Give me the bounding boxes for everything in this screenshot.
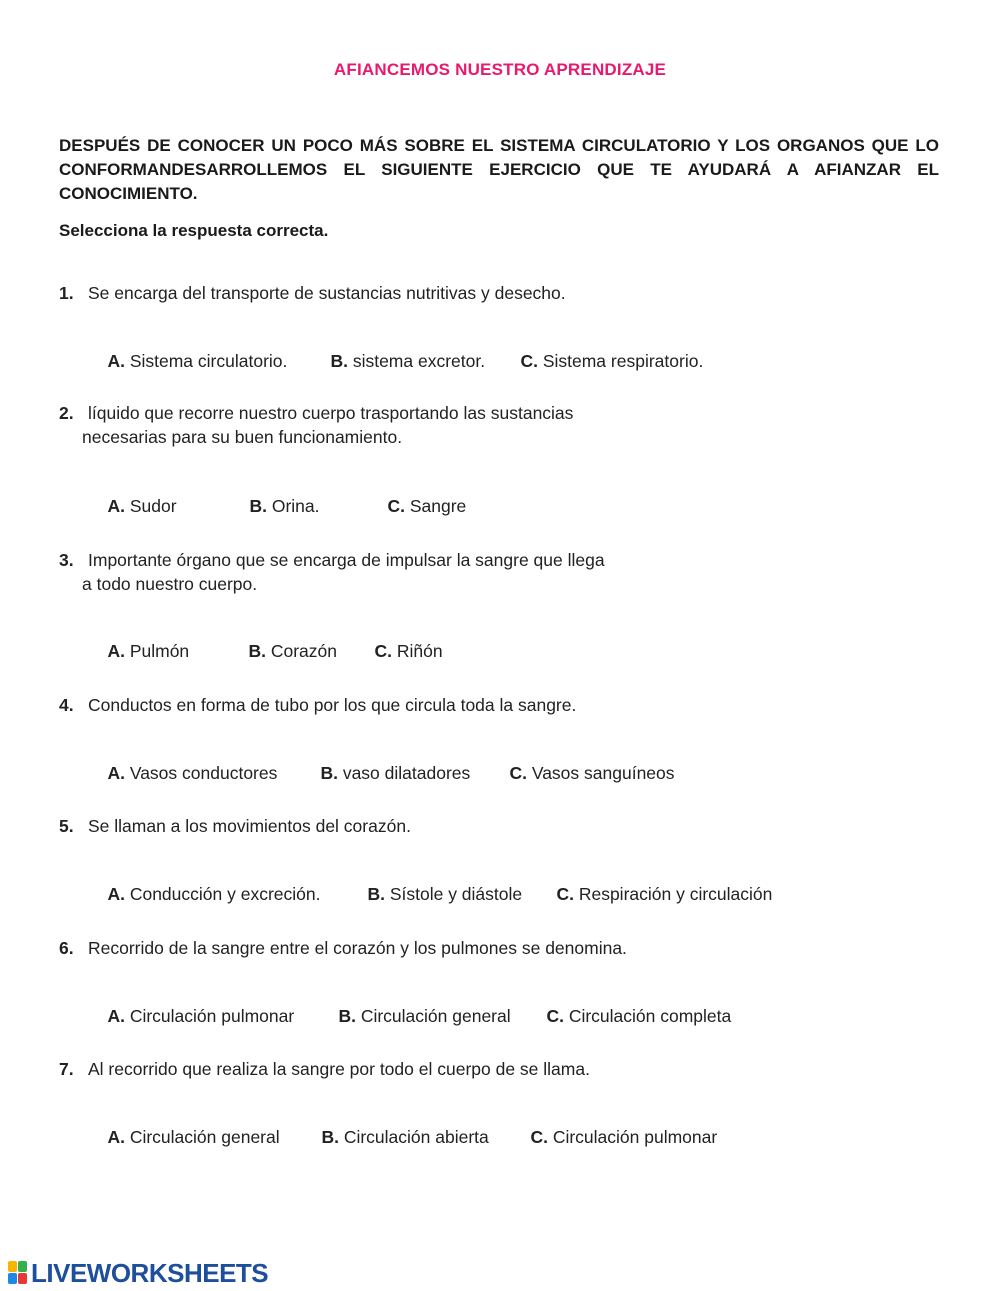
option-b[interactable]: B. sistema excretor. — [330, 351, 486, 371]
option-b[interactable]: B. Circulación general — [338, 1006, 511, 1026]
option-b[interactable]: B. Circulación abierta — [321, 1127, 489, 1147]
question-6 — [59, 936, 959, 960]
question-number: 1. — [59, 283, 74, 303]
question-text: Se encarga del transporte de sustancias nutritivas y desecho. — [88, 283, 566, 303]
question-5-options — [88, 863, 772, 926]
option-a[interactable]: A. Sistema circulatorio. — [107, 351, 288, 371]
option-b[interactable]: B. Corazón — [248, 641, 337, 661]
question-text: Importante órgano que se encarga de impulsar la sangre que llega — [88, 550, 605, 570]
question-4 — [59, 693, 959, 717]
option-b[interactable]: B. Orina. — [249, 496, 320, 516]
option-a[interactable]: A. Pulmón — [107, 641, 190, 661]
question-3-options — [88, 620, 443, 683]
option-b[interactable]: B. vaso dilatadores — [320, 763, 471, 783]
question-4-options — [88, 742, 675, 805]
question-6-options — [88, 985, 731, 1048]
question-2-options — [88, 475, 466, 538]
option-c[interactable]: C. Respiración y circulación — [556, 884, 773, 904]
option-a[interactable]: A. Vasos conductores — [107, 763, 278, 783]
option-c[interactable]: C. Vasos sanguíneos — [509, 763, 675, 783]
liveworksheets-logo[interactable] — [8, 1258, 268, 1288]
question-number: 7. — [59, 1059, 74, 1079]
instruction-text: Selecciona la respuesta correcta. — [59, 221, 329, 240]
question-text: Al recorrido que realiza la sangre por todo el cuerpo de se llama. — [88, 1059, 590, 1079]
option-b[interactable]: B. Sístole y diástole — [367, 884, 523, 904]
question-text: Conductos en forma de tubo por los que circula toda la sangre. — [88, 695, 577, 715]
option-c[interactable]: C. Circulación pulmonar — [530, 1127, 718, 1147]
question-text: líquido que recorre nuestro cuerpo trasportando las sustancias — [88, 403, 574, 423]
question-text: Recorrido de la sangre entre el corazón y los pulmones se denomina. — [88, 938, 627, 958]
logo-mark-icon — [8, 1261, 28, 1285]
question-text-cont: necesarias para su buen funcionamiento. — [82, 427, 403, 447]
option-c[interactable]: C. Circulación completa — [546, 1006, 732, 1026]
option-c[interactable]: C. Sistema respiratorio. — [520, 351, 704, 371]
question-text-cont: a todo nuestro cuerpo. — [82, 574, 258, 594]
option-a[interactable]: A. Sudor — [107, 496, 177, 516]
question-2 — [59, 401, 959, 449]
option-c[interactable]: C. Riñón — [374, 641, 443, 661]
question-1-options — [88, 330, 703, 393]
option-a[interactable]: A. Circulación general — [107, 1127, 280, 1147]
question-1 — [59, 281, 959, 305]
option-c[interactable]: C. Sangre — [387, 496, 467, 516]
question-number: 4. — [59, 695, 74, 715]
page-title: AFIANCEMOS NUESTRO APRENDIZAJE — [333, 60, 667, 79]
question-number: 3. — [59, 550, 74, 570]
question-7-options — [88, 1106, 717, 1169]
intro-paragraph: DESPUÉS DE CONOCER UN POCO MÁS SOBRE EL SISTEMA CIRCULATORIO Y LOS ORGANOS QUE LO CONFORMANDESARROLLEMOS EL SIGUIENTE EJERCICIO QUE TE AYUDARÁ A AFIANZAR EL CONOCIMIENTO. — [59, 136, 939, 203]
question-number: 5. — [59, 816, 74, 836]
question-5 — [59, 814, 959, 838]
logo-text: LIVEWORKSHEETS — [31, 1257, 269, 1288]
question-7 — [59, 1057, 959, 1081]
question-number: 6. — [59, 938, 74, 958]
question-3 — [59, 548, 959, 596]
question-number: 2. — [59, 403, 74, 423]
question-text: Se llaman a los movimientos del corazón. — [88, 816, 411, 836]
option-a[interactable]: A. Conducción y excreción. — [107, 884, 321, 904]
option-a[interactable]: A. Circulación pulmonar — [107, 1006, 295, 1026]
